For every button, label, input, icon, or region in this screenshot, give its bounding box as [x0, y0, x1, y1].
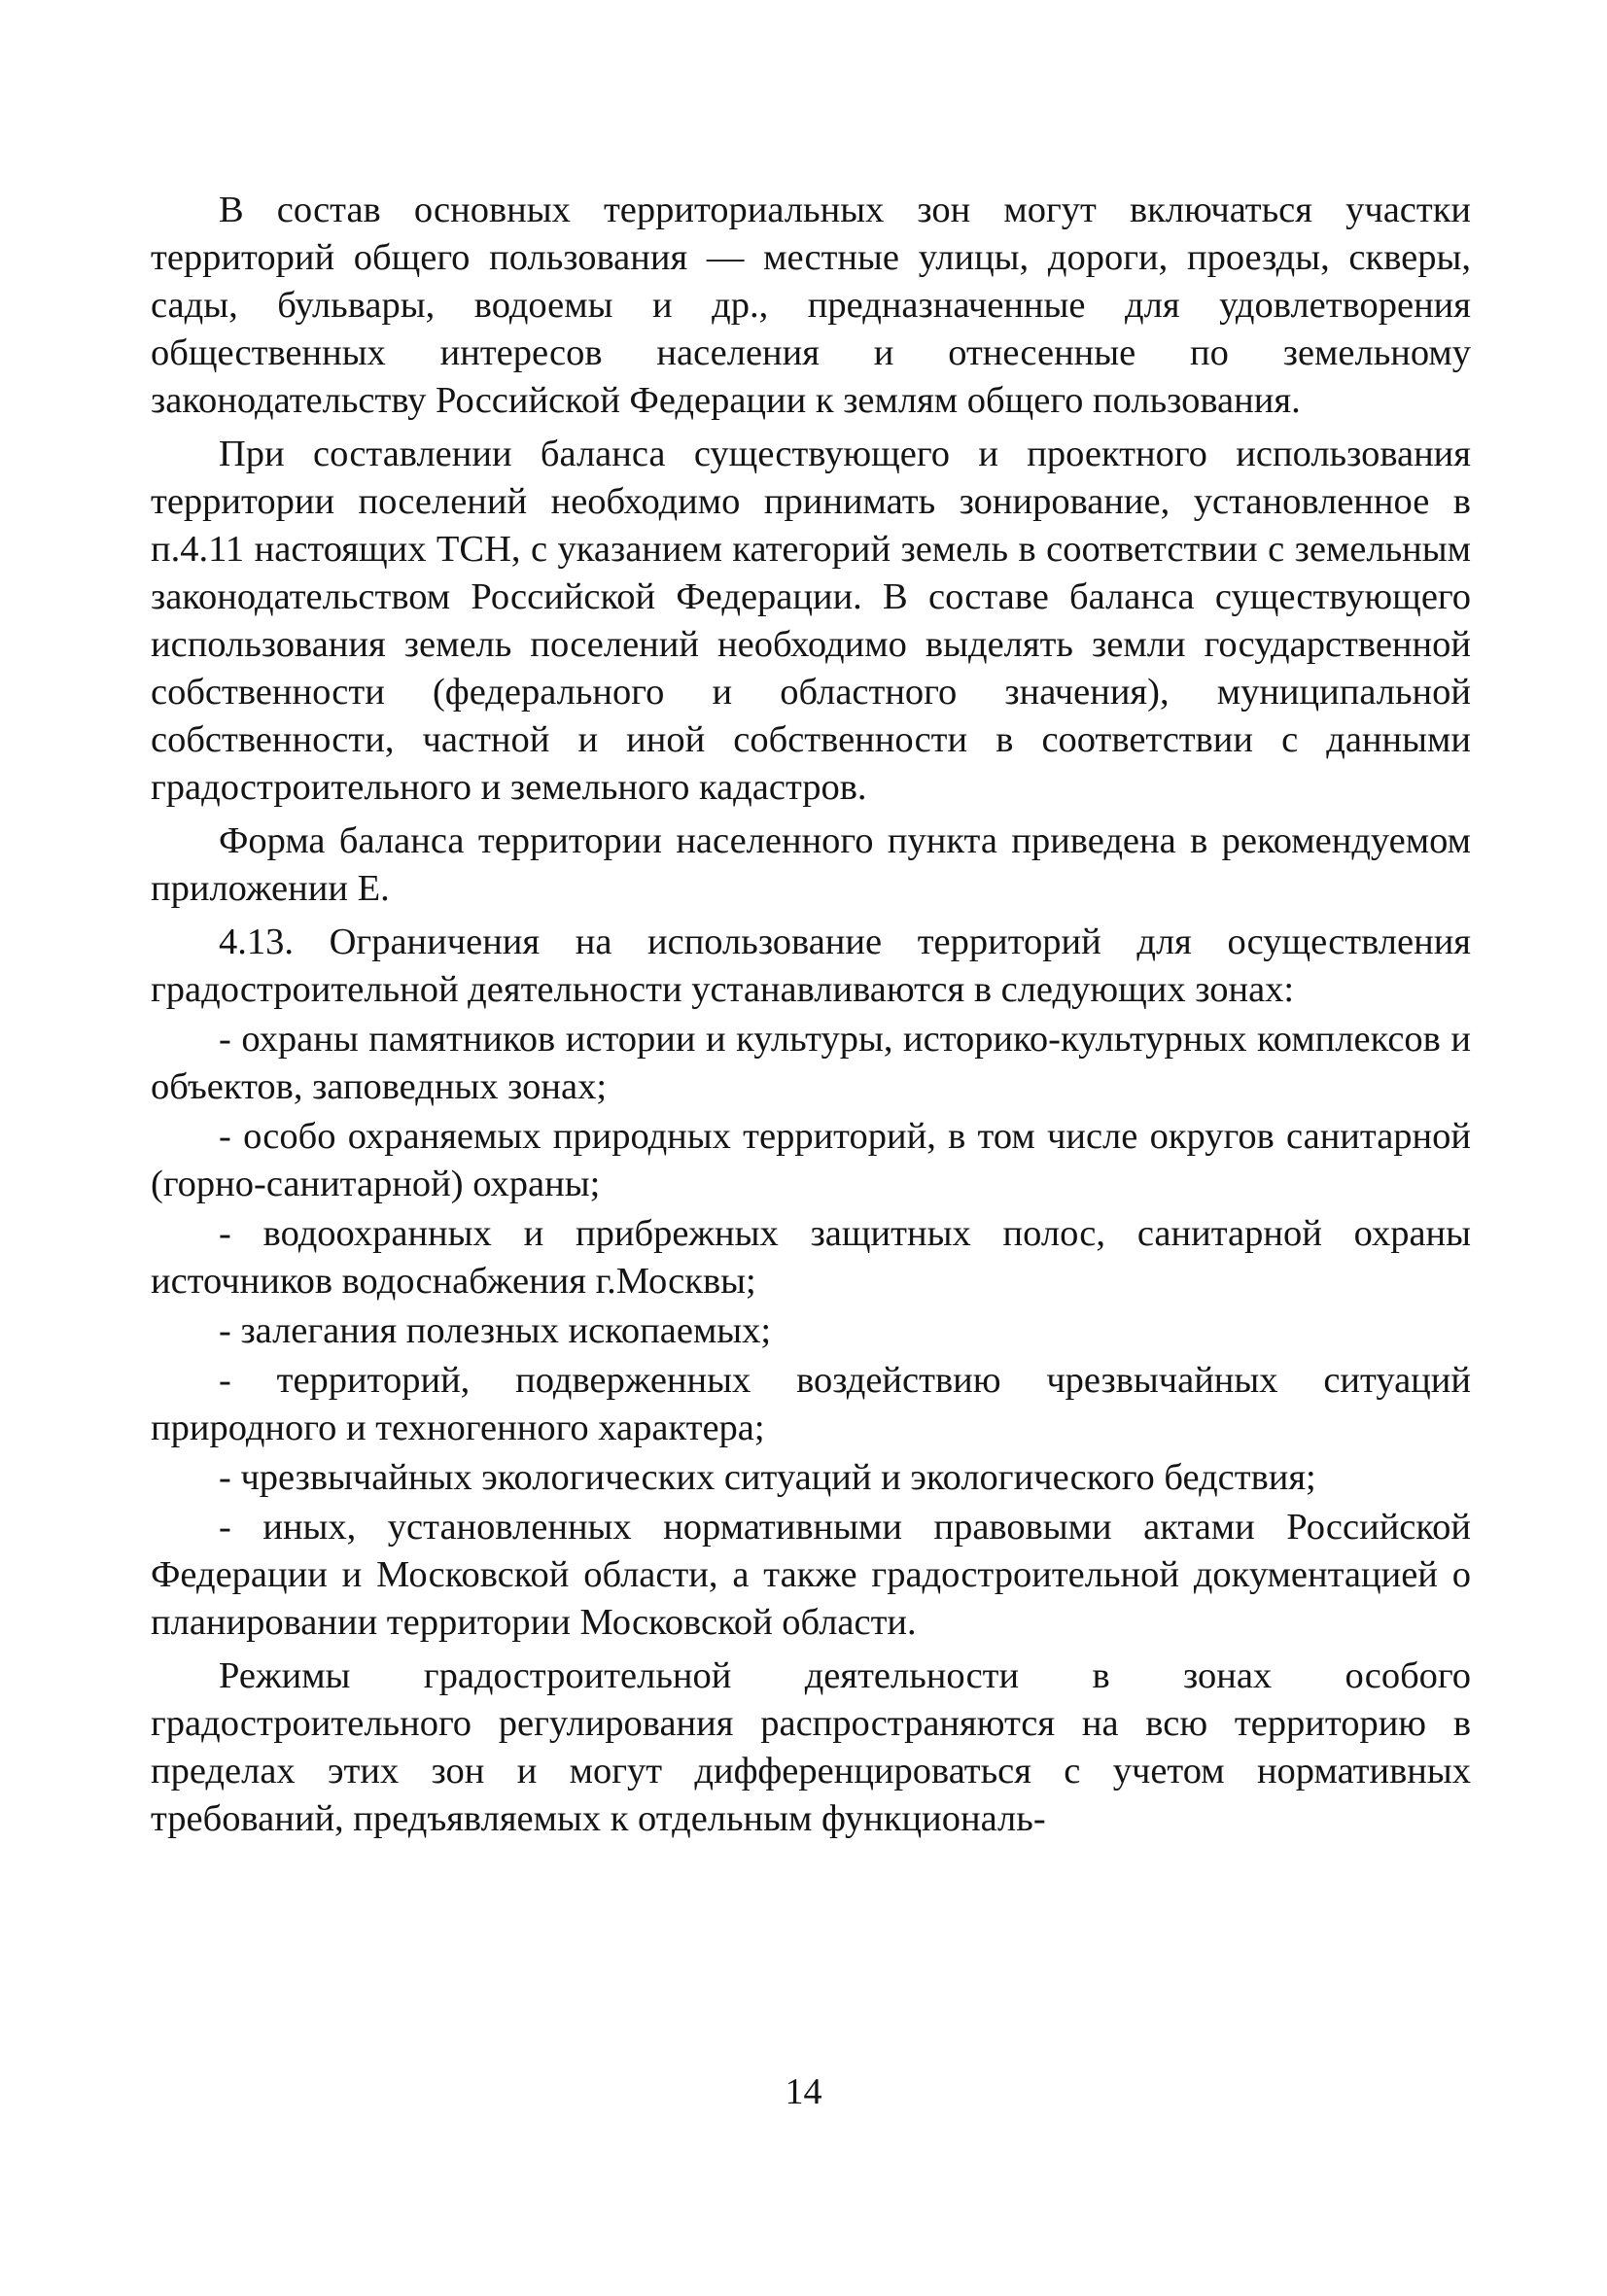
- list-item: - залегания полезных ископаемых;: [219, 1310, 772, 1351]
- paragraph-general-use-areas: В состав основных территориальных зон могут включаться участки территорий общего пользования — местные улицы, дороги, проезды, скверы, сады, бульвары, водоемы и др., предназначенные для удовлетворения общественных интересов населения и отнесенные по земельному законодательству Российской Федерации к землям общего пользования.: [151, 190, 1471, 421]
- paragraph-section-4-13: 4.13. Ограничения на использование территорий для осуществления градостроительной деятельности устанавливаются в следующих зонах:: [151, 922, 1471, 1010]
- paragraph-land-balance: При составлении баланса существующего и проектного использования территории поселений необходимо принимать зонирование, установленное в п.4.11 настоящих ТСН, с указанием категорий земель в соответствии с земельным законодательством Российской Федерации. В составе баланса существующего использования земель поселений необходимо выделять земли государственной собственности (федерального и областного значения), муниципальной собственности, частной и иной собственности в соответствии с данными градостроительного и земельного кадастров.: [151, 434, 1471, 808]
- body-text: [151, 187, 1471, 1843]
- page-number: 14: [785, 2071, 822, 2112]
- list-item: - иных, установленных нормативными правовыми актами Российской Федерации и Московской области, а также градостроительной документацией о планировании территории Московской области.: [151, 1507, 1471, 1643]
- paragraph-regulation-regimes: Режимы градостроительной деятельности в зонах особого градостроительного регулирования распространяются на всю территорию в пределах этих зон и могут дифференцироваться с учетом нормативных требований, предъявляемых к отдельным функциональ-: [151, 1655, 1471, 1839]
- list-item: - водоохранных и прибрежных защитных полос, санитарной охраны источников водоснабжения г.Москвы;: [151, 1213, 1471, 1302]
- list-item: - особо охраняемых природных территорий, в том числе округов санитарной (горно-санитарной) охраны;: [151, 1116, 1471, 1204]
- paragraph-balance-form: Форма баланса территории населенного пункта приведена в рекомендуемом приложении Е.: [151, 820, 1471, 909]
- list-item: - охраны памятников истории и культуры, историко-культурных комплексов и объектов, заповедных зонах;: [151, 1019, 1471, 1107]
- list-item: - территорий, подверженных воздействию чрезвычайных ситуаций природного и техногенного характера;: [151, 1360, 1471, 1448]
- list-item: - чрезвычайных экологических ситуаций и экологического бедствия;: [219, 1457, 1316, 1498]
